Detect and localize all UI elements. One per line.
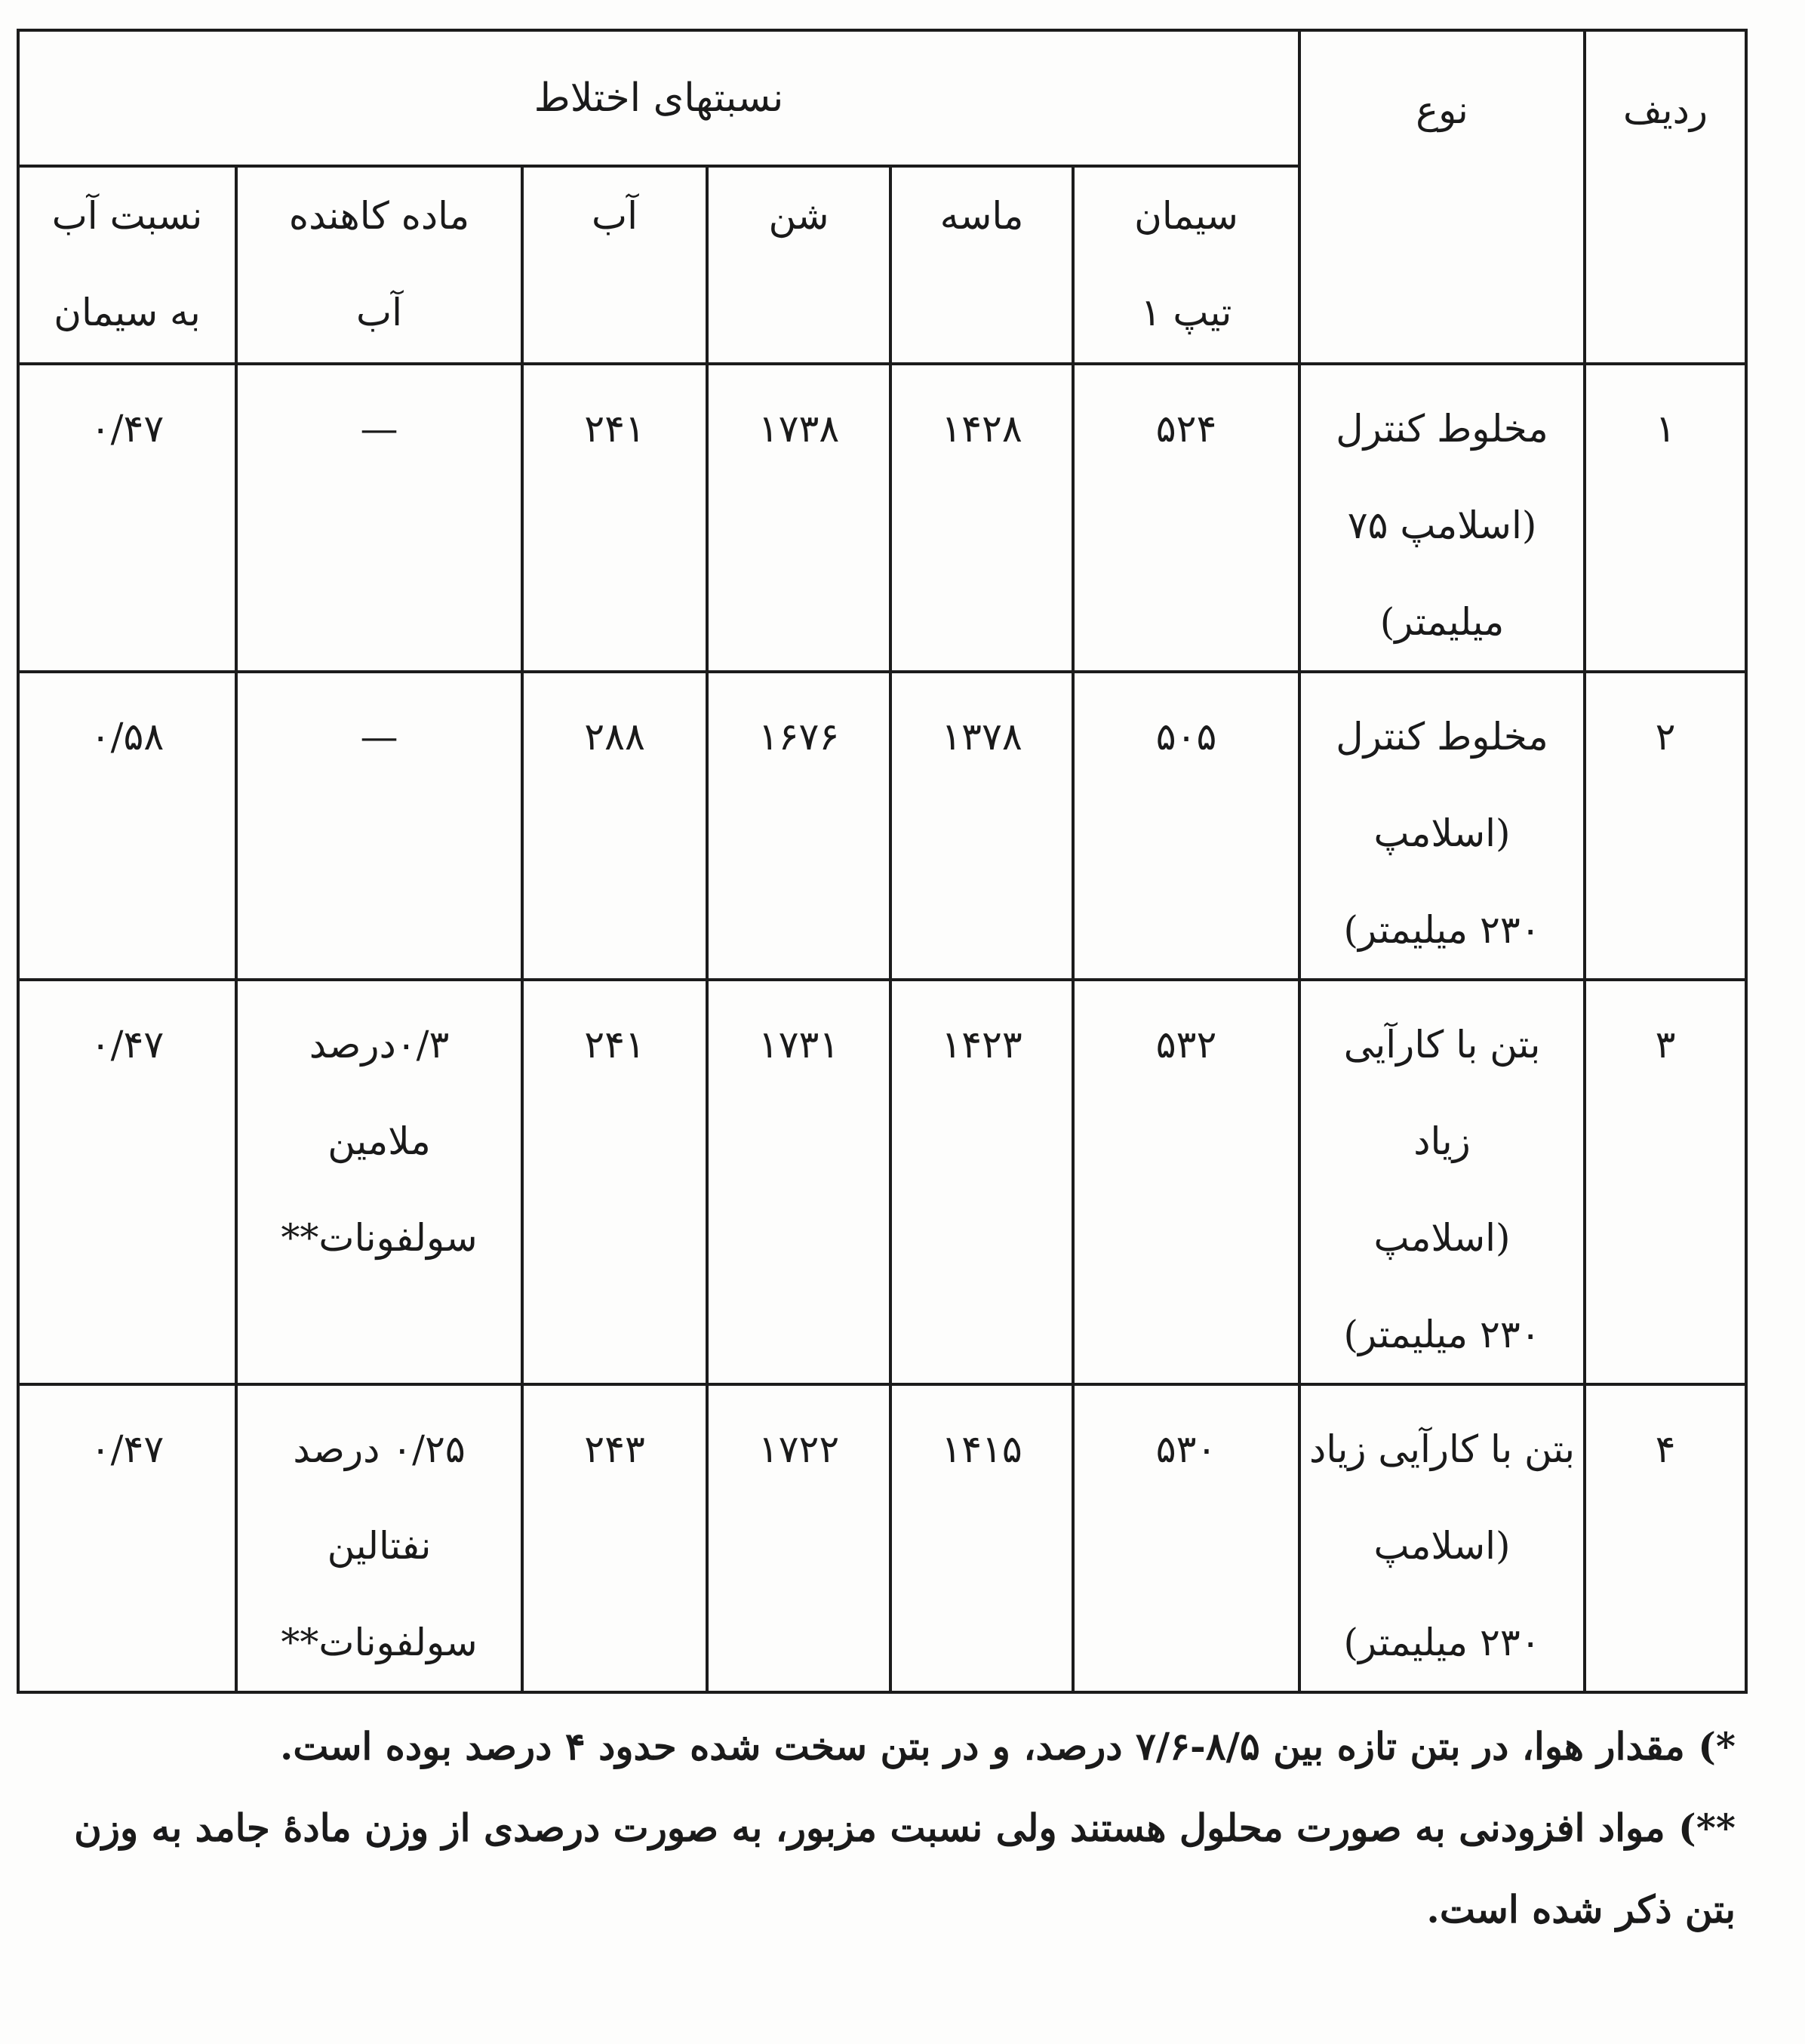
footnotes <box>68 1706 1736 1950</box>
reducer-value: — <box>236 364 522 672</box>
sand-value: ۱۳۷۸ <box>890 672 1073 980</box>
wc-ratio-value: ۰/۴۷ <box>18 980 236 1384</box>
wc-ratio-value: ۰/۴۷ <box>18 1384 236 1692</box>
wc-ratio-value: ۰/۵۸ <box>18 672 236 980</box>
row-number: ۳ <box>1585 980 1746 1384</box>
cement-value: ۵۲۴ <box>1073 364 1299 672</box>
header-cement: سیمان تیپ ۱ <box>1073 166 1299 364</box>
mix-type: بتن با کارآیی زیاد (اسلامپ ۲۳۰ میلیمتر) <box>1299 1384 1585 1692</box>
water-value: ۲۸۸ <box>522 672 707 980</box>
sand-value: ۱۴۲۸ <box>890 364 1073 672</box>
gravel-value: ۱۷۳۱ <box>707 980 890 1384</box>
row-number: ۴ <box>1585 1384 1746 1692</box>
table-row <box>18 672 1746 980</box>
wc-ratio-value: ۰/۴۷ <box>18 364 236 672</box>
sand-value: ۱۴۱۵ <box>890 1384 1073 1692</box>
reducer-value: ۰/۲۵ درصد نفتالین سولفونات** <box>236 1384 522 1692</box>
header-type: نوع <box>1299 30 1585 364</box>
gravel-value: ۱۷۳۸ <box>707 364 890 672</box>
water-value: ۲۴۳ <box>522 1384 707 1692</box>
reducer-value: — <box>236 672 522 980</box>
row-number: ۲ <box>1585 672 1746 980</box>
reducer-value: ۰/۳درصد ملامین سولفونات** <box>236 980 522 1384</box>
mix-type: مخلوط کنترل (اسلامپ ۷۵ میلیمتر) <box>1299 364 1585 672</box>
header-sand: ماسه <box>890 166 1073 364</box>
gravel-value: ۱۶۷۶ <box>707 672 890 980</box>
header-gravel: شن <box>707 166 890 364</box>
sand-value: ۱۴۲۳ <box>890 980 1073 1384</box>
header-water: آب <box>522 166 707 364</box>
header-water-cement-ratio: نسبت آب به سیمان <box>18 166 236 364</box>
cement-value: ۵۳۰ <box>1073 1384 1299 1692</box>
mix-type: مخلوط کنترل (اسلامپ ۲۳۰ میلیمتر) <box>1299 672 1585 980</box>
cement-value: ۵۰۵ <box>1073 672 1299 980</box>
header-mix-proportions: نسبتهای اختلاط <box>18 30 1299 166</box>
header-water-reducer: ماده کاهنده آب <box>236 166 522 364</box>
water-value: ۲۴۱ <box>522 364 707 672</box>
mix-proportions-table <box>17 29 1748 1694</box>
table-row <box>18 364 1746 672</box>
gravel-value: ۱۷۲۲ <box>707 1384 890 1692</box>
table-row <box>18 1384 1746 1692</box>
mix-type: بتن با کارآیی زیاد (اسلامپ ۲۳۰ میلیمتر) <box>1299 980 1585 1384</box>
table-row <box>18 980 1746 1384</box>
cement-value: ۵۳۲ <box>1073 980 1299 1384</box>
footnote-admixtures: **) مواد افزودنی به صورت محلول هستند ولی نسبت مزبور، به صورت درصدی از وزن مادهٔ جامد به وزن بتن ذکر شده است. <box>74 1805 1736 1932</box>
header-row-number: ردیف <box>1585 30 1746 364</box>
water-value: ۲۴۱ <box>522 980 707 1384</box>
footnote-air-content: *) مقدار هوا، در بتن تازه بین ۸/۵-۷/۶ درصد، و در بتن سخت شده حدود ۴ درصد بوده است. <box>279 1724 1736 1768</box>
row-number: ۱ <box>1585 364 1746 672</box>
